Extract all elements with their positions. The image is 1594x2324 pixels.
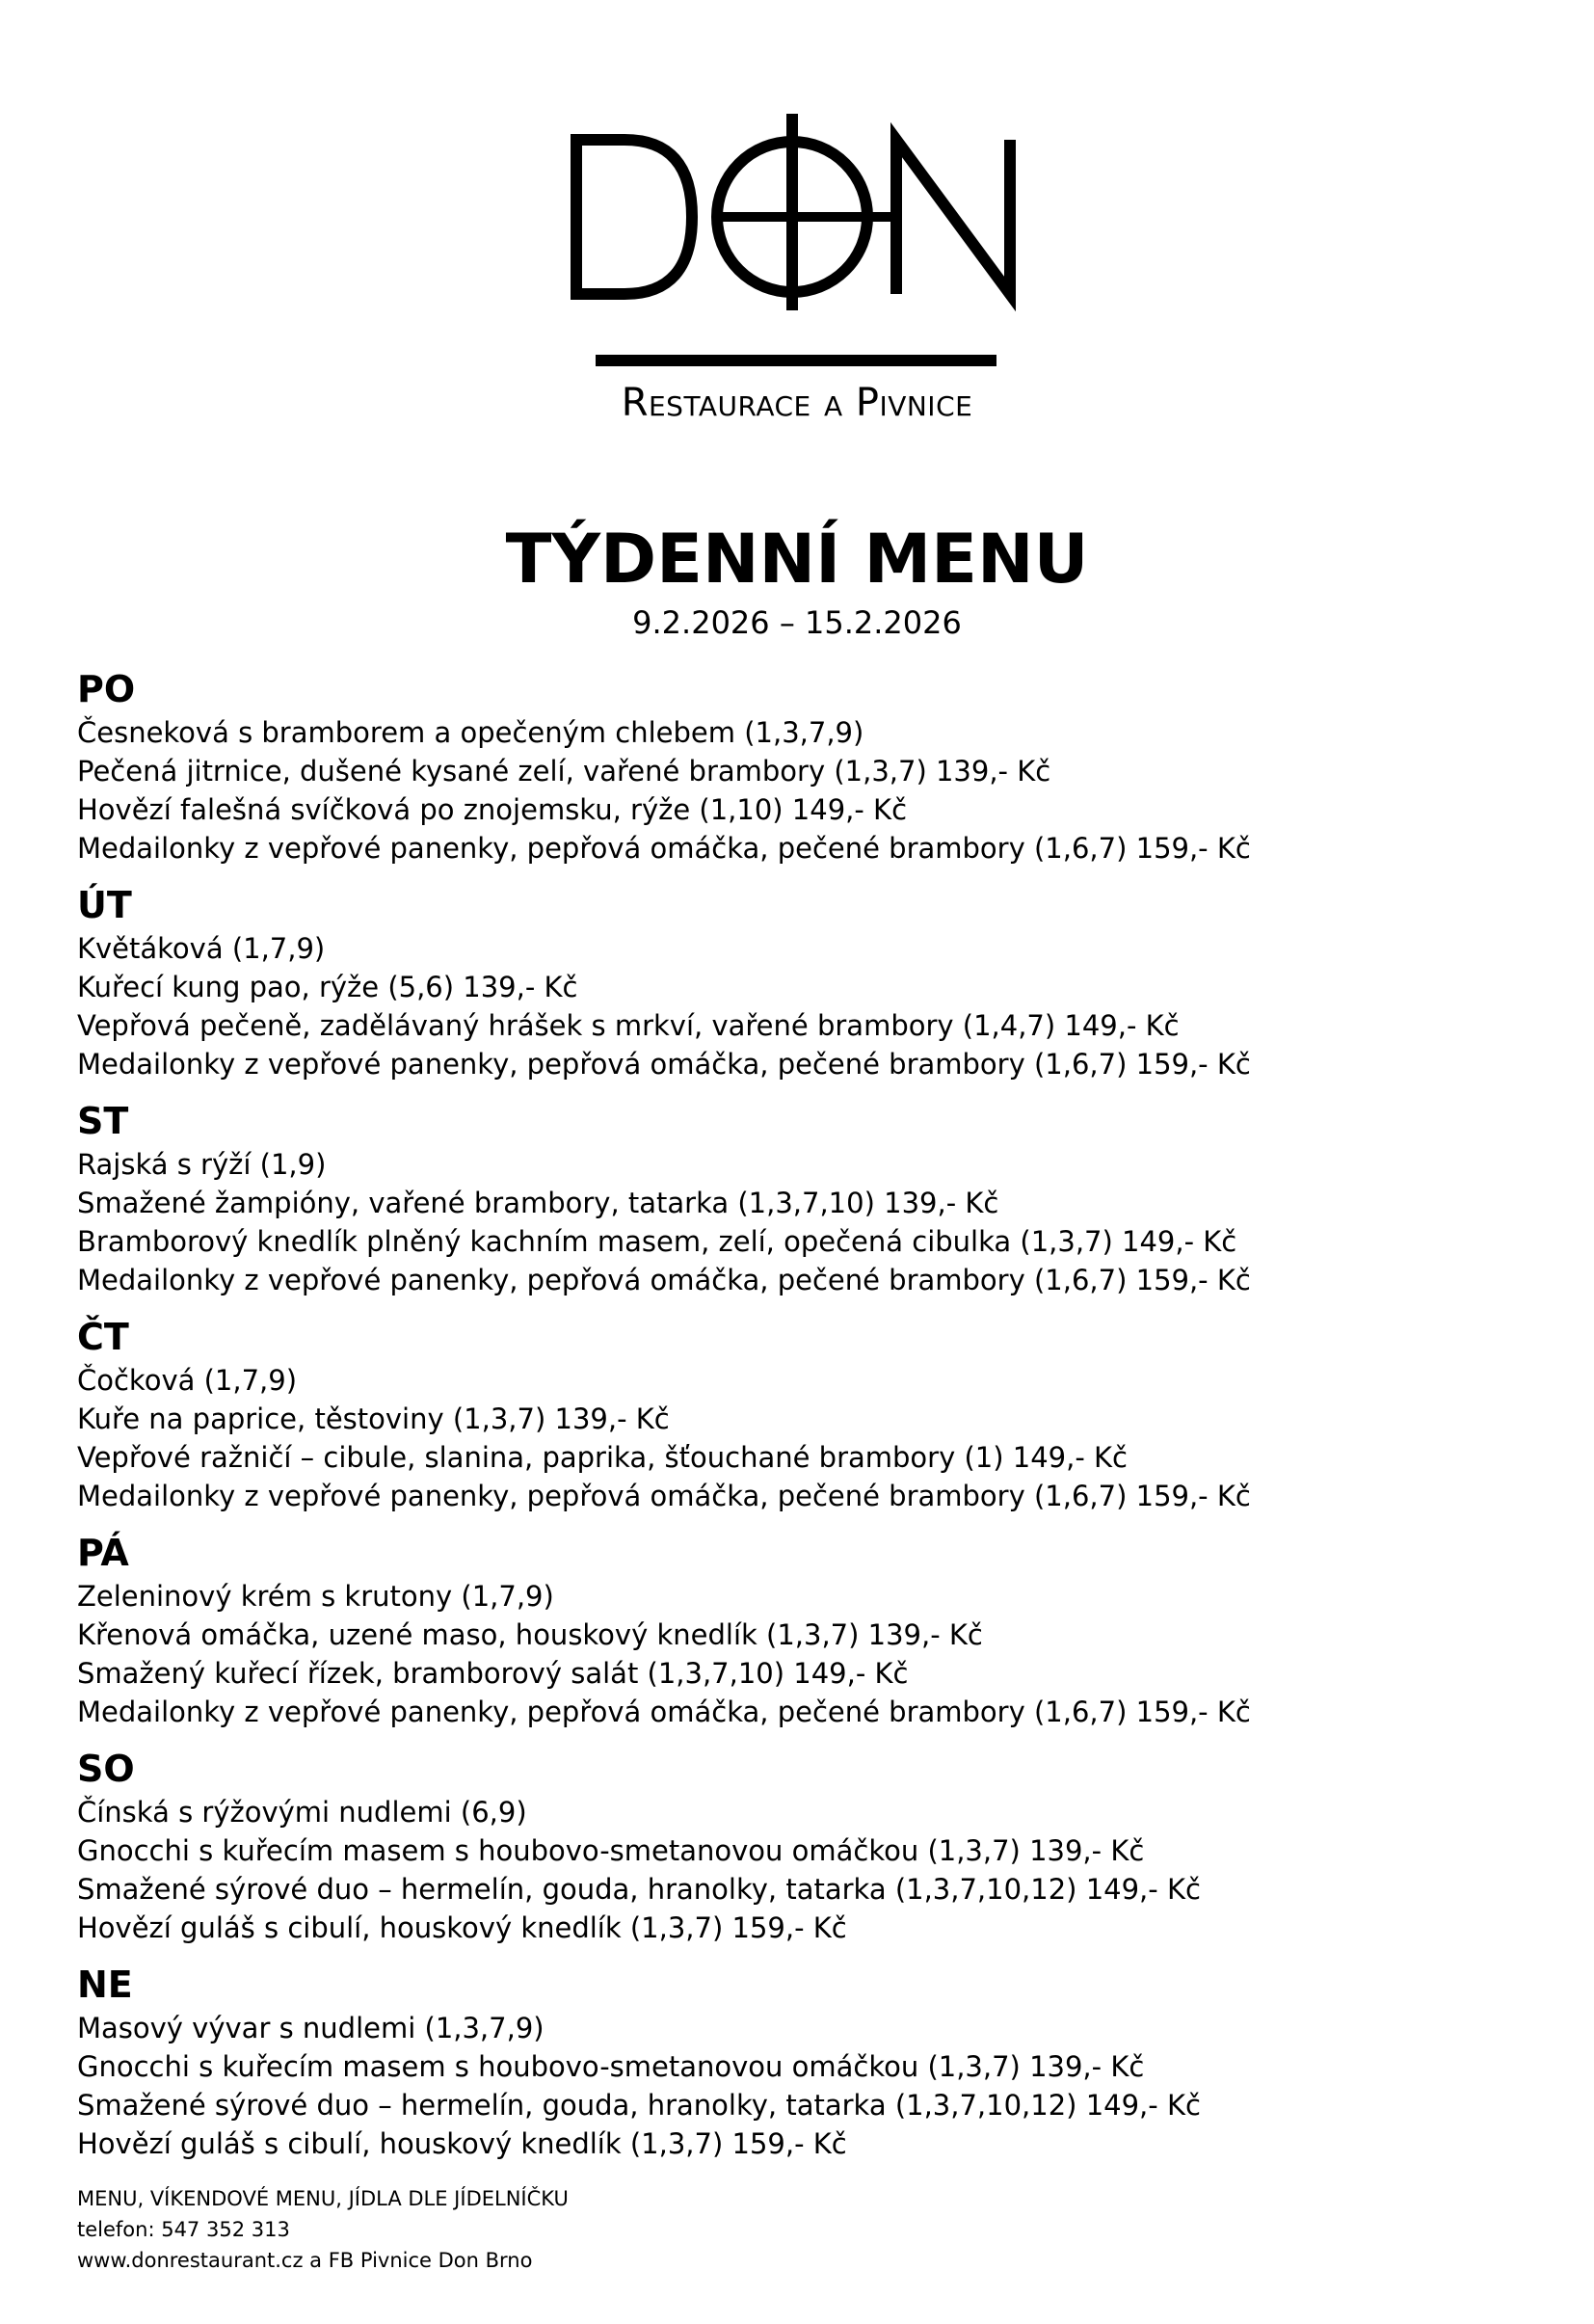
menu-dish: Medailonky z vepřové panenky, pepřová omáčka, pečené brambory (1,6,7) 159,- Kč: [77, 1480, 1251, 1512]
menu-day: [77, 1529, 1523, 1731]
menu-dish: Smažené sýrové duo – hermelín, gouda, hranolky, tatarka (1,3,7,10,12) 149,- Kč: [77, 1873, 1201, 1906]
menu-dish: Gnocchi s kuřecím masem s houbovo-smetanovou omáčkou (1,3,7) 139,- Kč: [77, 1834, 1145, 1867]
menu-dish: Medailonky z vepřové panenky, pepřová omáčka, pečené brambory (1,6,7) 159,- Kč: [77, 1264, 1251, 1296]
menu-dish: Medailonky z vepřové panenky, pepřová omáčka, pečené brambory (1,6,7) 159,- Kč: [77, 832, 1251, 865]
footer-phone: telefon: 547 352 313: [77, 2218, 290, 2241]
day-name: SO: [77, 1748, 135, 1790]
menu-dish: Medailonky z vepřové panenky, pepřová omáčka, pečené brambory (1,6,7) 159,- Kč: [77, 1696, 1251, 1728]
menu-dish: Hovězí falešná svíčková po znojemsku, rýže (1,10) 149,- Kč: [77, 793, 908, 826]
menu-dish: Zeleninový krém s krutony (1,7,9): [77, 1580, 554, 1613]
menu-dish: Vepřové ražničí – cibule, slanina, paprika, šťouchané brambory (1) 149,- Kč: [77, 1441, 1128, 1474]
menu-day: [77, 1745, 1523, 1947]
menu-dish: Hovězí guláš s cibulí, houskový knedlík (1,3,7) 159,- Kč: [77, 1911, 847, 1944]
menu-dish: Česneková s bramborem a opečeným chlebem (1,3,7,9): [77, 716, 864, 749]
footer-web: www.donrestaurant.cz a FB Pivnice Don Brno: [77, 2249, 533, 2272]
day-name: PÁ: [77, 1532, 129, 1574]
weekly-menu: [77, 665, 1523, 2163]
menu-dish: Vepřová pečeně, zadělávaný hrášek s mrkví, vařené brambory (1,4,7) 149,- Kč: [77, 1009, 1180, 1042]
menu-dish: Rajská s rýží (1,9): [77, 1148, 327, 1181]
menu-dish: Smažený kuřecí řízek, bramborový salát (1,3,7,10) 149,- Kč: [77, 1657, 909, 1690]
footer: [77, 2183, 1234, 2276]
menu-day: [77, 1313, 1523, 1515]
day-name: ČT: [77, 1316, 129, 1358]
menu-dish: Hovězí guláš s cibulí, houskový knedlík (1,3,7) 159,- Kč: [77, 2127, 847, 2160]
menu-dish: Kuřecí kung pao, rýže (5,6) 139,- Kč: [77, 971, 578, 1003]
page-title: TÝDENNÍ MENU: [505, 520, 1089, 599]
menu-dish: Medailonky z vepřové panenky, pepřová omáčka, pečené brambory (1,6,7) 159,- Kč: [77, 1048, 1251, 1081]
date-range: 9.2.2026 – 15.2.2026: [632, 604, 962, 641]
menu-dish: Smažené sýrové duo – hermelín, gouda, hranolky, tatarka (1,3,7,10,12) 149,- Kč: [77, 2089, 1201, 2122]
day-name: ÚT: [77, 884, 132, 926]
menu-dish: Bramborový knedlík plněný kachním masem, zelí, opečená cibulka (1,3,7) 149,- Kč: [77, 1225, 1237, 1258]
menu-dish: Čínská s rýžovými nudlemi (6,9): [77, 1796, 527, 1829]
menu-day: [77, 1097, 1523, 1299]
menu-dish: Kuře na paprice, těstoviny (1,3,7) 139,- Kč: [77, 1402, 670, 1435]
restaurant-logo: [0, 106, 1594, 453]
logo-divider: [596, 355, 996, 366]
menu-dish: Masový vývar s nudlemi (1,3,7,9): [77, 2012, 545, 2044]
menu-dish: Gnocchi s kuřecím masem s houbovo-smetanovou omáčkou (1,3,7) 139,- Kč: [77, 2050, 1145, 2083]
menu-dish: Pečená jitrnice, dušené kysané zelí, vařené brambory (1,3,7) 139,- Kč: [77, 755, 1051, 788]
menu-day: [77, 1961, 1523, 2163]
footer-note: MENU, VÍKENDOVÉ MENU, JÍDLA DLE JÍDELNÍČKU: [77, 2187, 569, 2210]
menu-day: [77, 665, 1523, 868]
day-name: PO: [77, 668, 136, 710]
menu-day: [77, 881, 1523, 1083]
day-name: NE: [77, 1963, 133, 2006]
logo-subtitle: Restaurace a Pivnice: [621, 381, 973, 425]
menu-dish: Květáková (1,7,9): [77, 932, 326, 965]
menu-dish: Křenová omáčka, uzené maso, houskový knedlík (1,3,7) 139,- Kč: [77, 1618, 983, 1651]
don-logo-wordmark: [569, 106, 1022, 318]
menu-dish: Čočková (1,7,9): [77, 1364, 298, 1397]
menu-dish: Smažené žampióny, vařené brambory, tatarka (1,3,7,10) 139,- Kč: [77, 1187, 999, 1219]
day-name: ST: [77, 1100, 129, 1142]
